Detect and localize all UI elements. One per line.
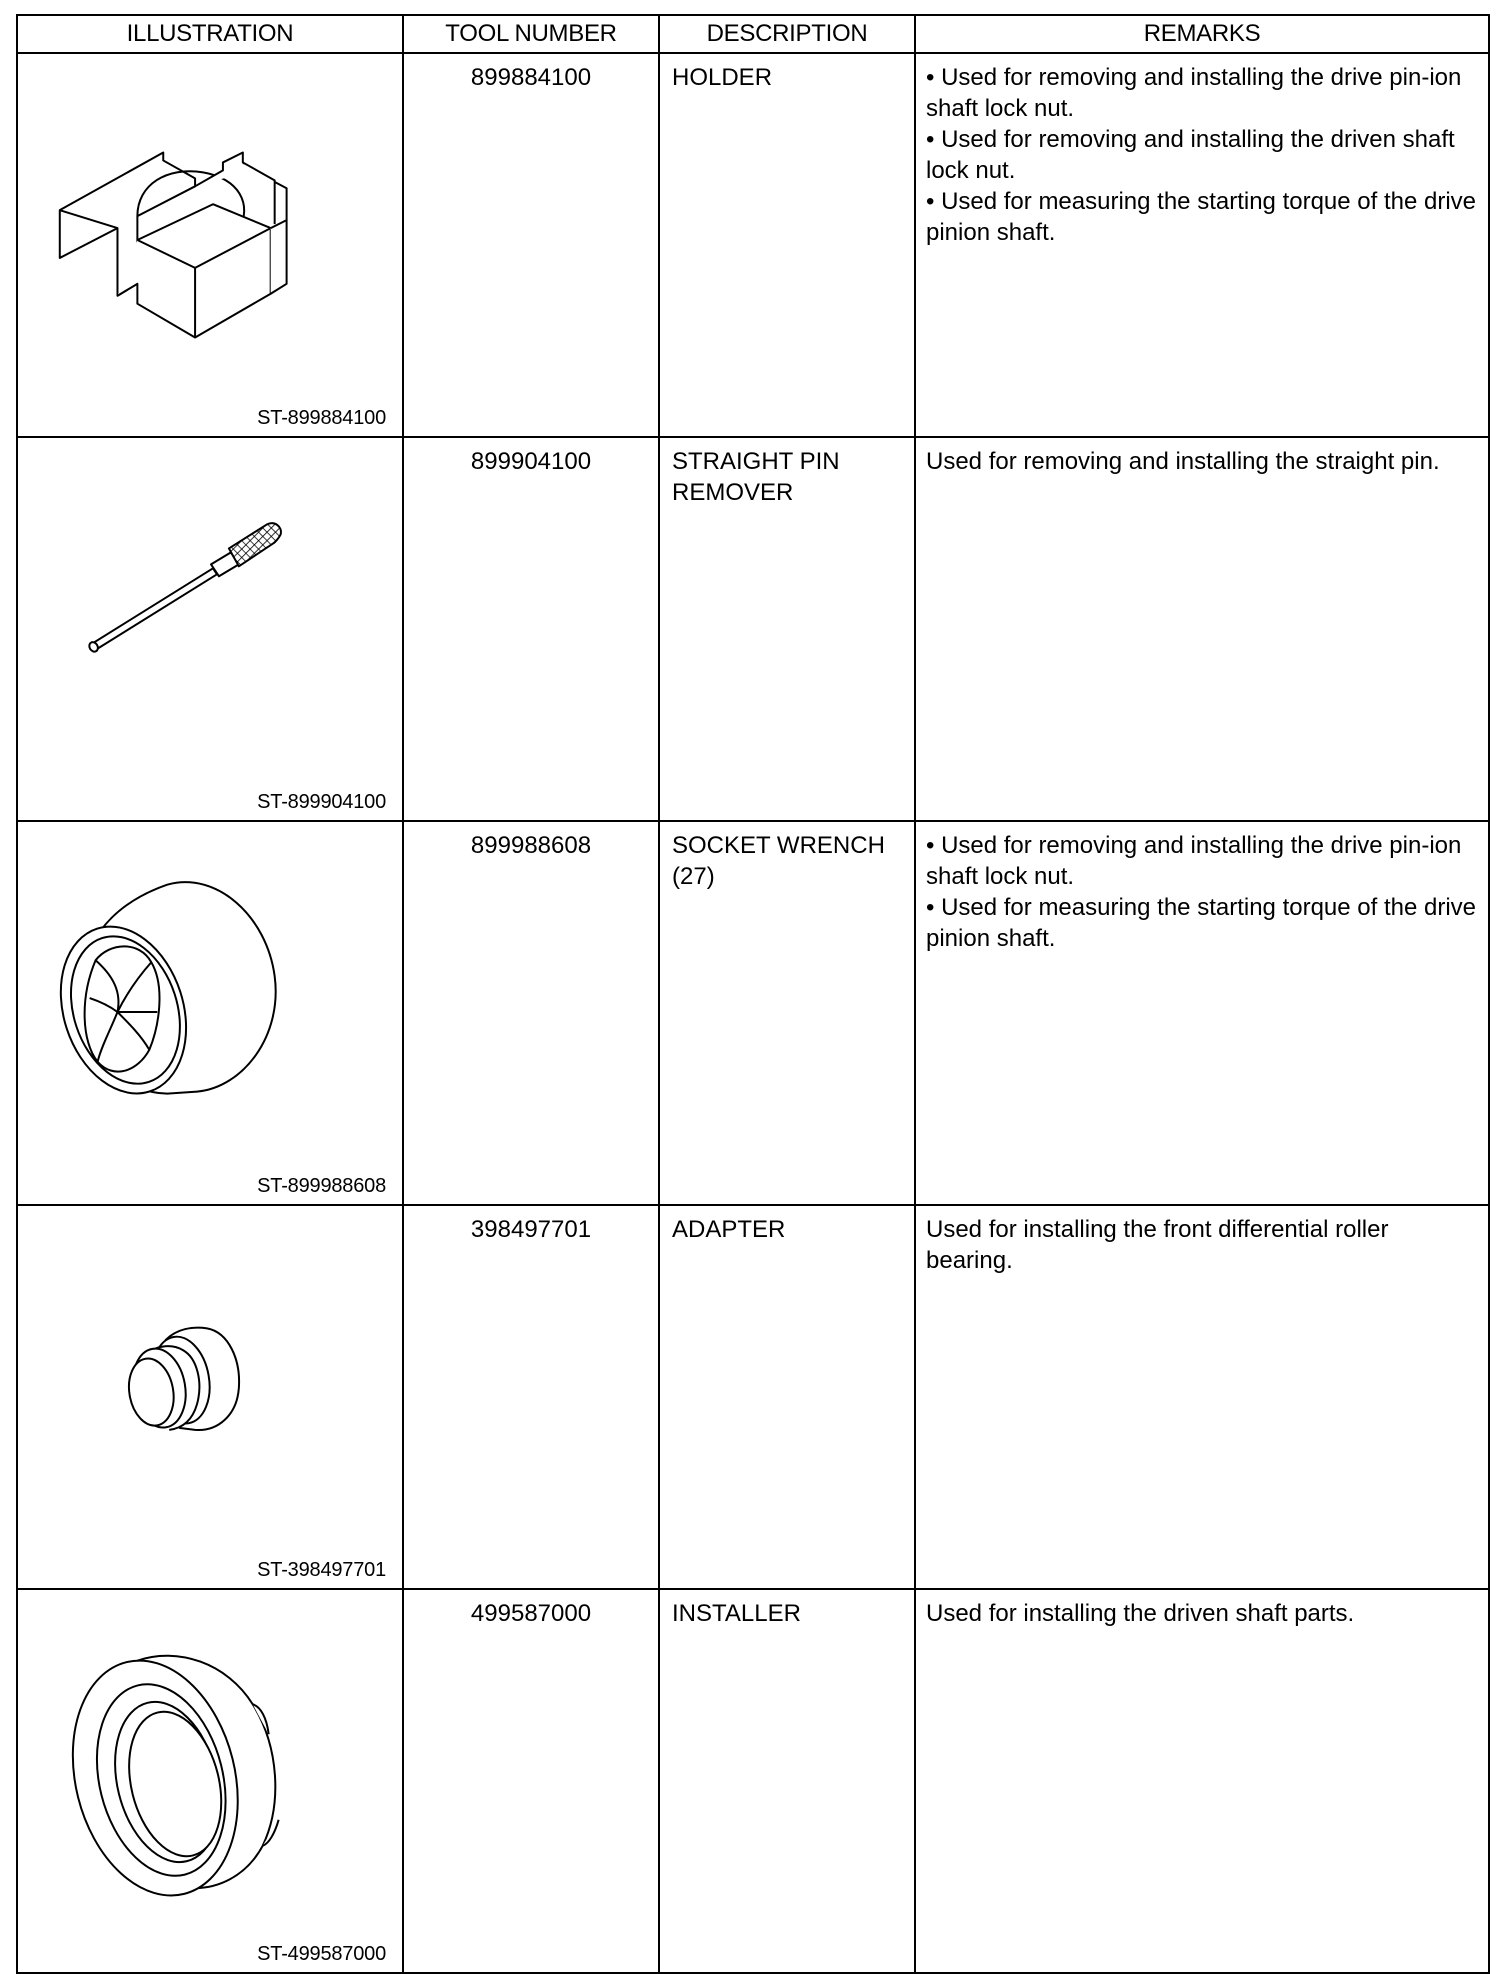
- description: SOCKET WRENCH (27): [659, 821, 915, 1205]
- socket-wrench-illustration: [18, 822, 402, 1204]
- installer-illustration: [18, 1590, 402, 1972]
- table-row: [17, 53, 1489, 437]
- illustration-cell: [17, 1205, 403, 1589]
- tool-number: 398497701: [403, 1205, 659, 1589]
- illustration-cell: [17, 821, 403, 1205]
- illustration-code: ST-899904100: [257, 791, 386, 813]
- remark-line: Used for installing the driven shaft parts.: [926, 1600, 1355, 1627]
- table-row: [17, 821, 1489, 1205]
- description: HOLDER: [659, 53, 915, 437]
- table-row: [17, 437, 1489, 821]
- illustration-code: ST-398497701: [257, 1559, 386, 1581]
- pin-remover-illustration: [18, 438, 402, 820]
- tool-number: 899904100: [403, 437, 659, 821]
- remark-line: • Used for measuring the starting torque of the drive pinion shaft.: [926, 188, 1477, 246]
- tool-number: 899988608: [403, 821, 659, 1205]
- header-description: DESCRIPTION: [659, 15, 915, 53]
- remark-line: Used for installing the front differential roller bearing.: [926, 1216, 1389, 1274]
- remark-line: • Used for measuring the starting torque of the drive pinion shaft.: [926, 894, 1477, 952]
- remarks: [915, 53, 1489, 437]
- description: STRAIGHT PIN REMOVER: [659, 437, 915, 821]
- remarks: [915, 821, 1489, 1205]
- tool-number: 499587000: [403, 1589, 659, 1973]
- header-illustration: ILLUSTRATION: [17, 15, 403, 53]
- description: INSTALLER: [659, 1589, 915, 1973]
- remark-line: • Used for removing and installing the drive pin-ion shaft lock nut.: [926, 64, 1462, 122]
- illustration-code: ST-899988608: [257, 1175, 386, 1197]
- remarks: [915, 437, 1489, 821]
- adapter-illustration: [18, 1206, 402, 1588]
- header-row: [17, 15, 1489, 53]
- illustration-cell: [17, 437, 403, 821]
- header-tool-number: TOOL NUMBER: [403, 15, 659, 53]
- table-row: [17, 1589, 1489, 1973]
- special-tools-table: [16, 14, 1490, 1974]
- remark-line: • Used for removing and installing the drive pin-ion shaft lock nut.: [926, 832, 1462, 890]
- header-remarks: REMARKS: [915, 15, 1489, 53]
- tool-number: 899884100: [403, 53, 659, 437]
- remarks: [915, 1589, 1489, 1973]
- remark-line: • Used for removing and installing the driven shaft lock nut.: [926, 126, 1455, 184]
- holder-illustration: [18, 54, 402, 436]
- illustration-cell: [17, 53, 403, 437]
- remark-line: Used for removing and installing the straight pin.: [926, 448, 1440, 475]
- illustration-cell: [17, 1589, 403, 1973]
- illustration-code: ST-499587000: [257, 1943, 386, 1965]
- remarks: [915, 1205, 1489, 1589]
- table-row: [17, 1205, 1489, 1589]
- illustration-code: ST-899884100: [257, 407, 386, 429]
- description: ADAPTER: [659, 1205, 915, 1589]
